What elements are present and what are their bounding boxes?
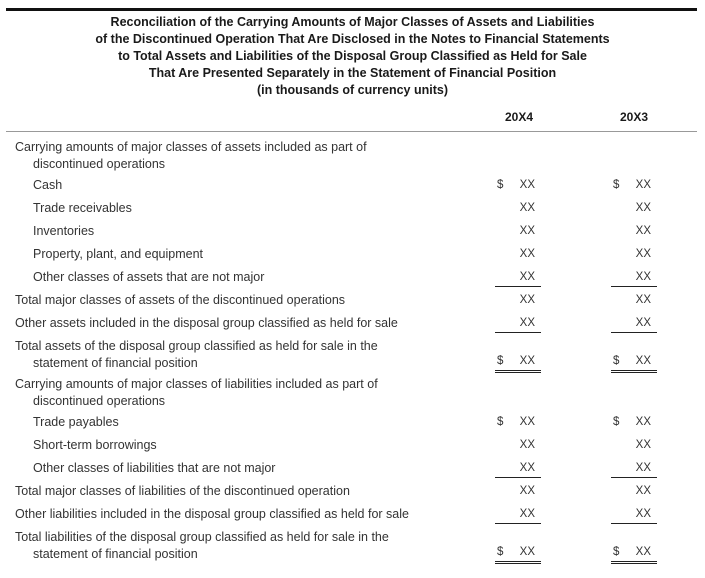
amount-value: XX — [635, 508, 651, 520]
table-row — [0, 434, 705, 457]
table-row — [0, 220, 705, 243]
currency-symbol: $ — [613, 546, 620, 558]
amount-20x4 — [495, 315, 541, 333]
amount-value: XX — [519, 294, 535, 306]
row-label-line: Total major classes of liabilities of the discontinued operation — [15, 484, 350, 498]
title-line: Reconciliation of the Carrying Amounts of Major Classes of Assets and Liabilities — [110, 15, 595, 29]
row-label-line: Short-term borrowings — [33, 438, 157, 452]
title-line: That Are Presented Separately in the Statement of Financial Position — [148, 66, 557, 80]
table-row — [0, 312, 705, 335]
amount-value: XX — [635, 317, 651, 329]
table-row — [0, 174, 705, 197]
table-row — [0, 526, 705, 564]
row-label-line: statement of financial position — [33, 356, 198, 370]
amount-value: XX — [519, 225, 535, 237]
row-label-line: Total liabilities of the disposal group classified as held for sale in the — [15, 530, 389, 544]
table-body — [0, 136, 705, 564]
top-rule — [6, 8, 697, 11]
amount-20x3 — [611, 223, 657, 240]
amount-20x3 — [611, 292, 657, 309]
table-row — [0, 503, 705, 526]
row-label-line: Trade receivables — [33, 201, 132, 215]
row-label-line: Property, plant, and equipment — [33, 247, 204, 261]
amount-value: XX — [519, 179, 535, 191]
row-label — [33, 246, 490, 263]
amount-20x3 — [611, 506, 657, 524]
row-label — [15, 376, 490, 410]
amount-value: XX — [519, 355, 535, 367]
amount-value: XX — [635, 355, 651, 367]
row-label-line: Cash — [33, 178, 63, 192]
row-label-line: Other classes of liabilities that are not major — [33, 461, 276, 475]
amount-value: XX — [519, 317, 535, 329]
row-label — [15, 483, 490, 500]
amount-20x3 — [611, 437, 657, 454]
currency-symbol: $ — [497, 179, 504, 191]
row-label-line: Carrying amounts of major classes of liabilities included as part of — [15, 377, 378, 391]
amount-20x4 — [495, 437, 541, 454]
amount-value: XX — [519, 202, 535, 214]
amount-20x3 — [611, 200, 657, 217]
table-row — [0, 243, 705, 266]
amount-value: XX — [635, 202, 651, 214]
title-line: to Total Assets and Liabilities of the Disposal Group Classified as Held for Sale — [118, 49, 587, 63]
amount-value: XX — [519, 248, 535, 260]
row-label — [15, 315, 490, 332]
table-row — [0, 335, 705, 373]
amount-value: XX — [635, 294, 651, 306]
table-row — [0, 411, 705, 434]
amount-value: XX — [519, 508, 535, 520]
row-label — [15, 529, 490, 563]
currency-symbol: $ — [497, 355, 504, 367]
amount-20x3 — [611, 460, 657, 478]
row-label-line: Other liabilities included in the disposal group classified as held for sale — [15, 507, 409, 521]
amount-20x3 — [611, 414, 657, 431]
row-label-line: statement of financial position — [33, 547, 198, 561]
row-label — [15, 292, 490, 309]
row-label — [33, 437, 490, 454]
table-row — [0, 289, 705, 312]
amount-value: XX — [519, 485, 535, 497]
row-label — [33, 414, 490, 431]
row-label — [15, 338, 490, 372]
row-label — [33, 269, 490, 286]
amount-value: XX — [635, 248, 651, 260]
currency-symbol: $ — [613, 355, 620, 367]
amount-value: XX — [519, 546, 535, 558]
amount-value: XX — [635, 225, 651, 237]
row-label-line: Other assets included in the disposal group classified as held for sale — [15, 316, 398, 330]
amount-20x3 — [611, 315, 657, 333]
amount-value: XX — [519, 271, 535, 283]
amount-20x4 — [495, 200, 541, 217]
amount-20x4 — [495, 177, 541, 194]
row-label-line: Trade payables — [33, 415, 119, 429]
currency-symbol: $ — [613, 179, 620, 191]
amount-20x3 — [611, 246, 657, 263]
amount-value: XX — [519, 462, 535, 474]
table-row — [0, 373, 705, 411]
amount-20x4 — [495, 414, 541, 431]
column-header-20x4: 20X4 — [505, 110, 534, 124]
row-label — [33, 177, 490, 194]
amount-value: XX — [519, 416, 535, 428]
column-header-20x3: 20X3 — [620, 110, 649, 124]
row-label — [15, 139, 490, 173]
currency-symbol: $ — [497, 546, 504, 558]
amount-20x4 — [495, 460, 541, 478]
currency-symbol: $ — [497, 416, 504, 428]
row-label-line: Other classes of assets that are not major — [33, 270, 265, 284]
row-label — [33, 460, 490, 477]
amount-20x3 — [611, 544, 657, 564]
amount-20x3 — [611, 269, 657, 287]
amount-value: XX — [635, 179, 651, 191]
title-line: of the Discontinued Operation That Are Disclosed in the Notes to Financial Statements — [95, 32, 610, 46]
amount-20x3 — [611, 483, 657, 500]
amount-value: XX — [635, 546, 651, 558]
row-label — [33, 200, 490, 217]
amount-20x4 — [495, 506, 541, 524]
row-label-line: Inventories — [33, 224, 95, 238]
amount-20x4 — [495, 353, 541, 373]
amount-value: XX — [635, 271, 651, 283]
amount-20x3 — [611, 177, 657, 194]
row-label — [33, 223, 490, 240]
amount-value: XX — [635, 439, 651, 451]
row-label-line: discontinued operations — [33, 157, 166, 171]
amount-20x4 — [495, 483, 541, 500]
amount-value: XX — [635, 485, 651, 497]
row-label-line: discontinued operations — [33, 394, 166, 408]
amount-20x3 — [611, 353, 657, 373]
table-row — [0, 197, 705, 220]
row-label — [15, 506, 490, 523]
table-title — [0, 14, 705, 99]
title-line: (in thousands of currency units) — [257, 83, 448, 97]
table-row — [0, 136, 705, 174]
amount-value: XX — [635, 462, 651, 474]
amount-value: XX — [635, 416, 651, 428]
amount-20x4 — [495, 246, 541, 263]
currency-symbol: $ — [613, 416, 620, 428]
row-label-line: Total assets of the disposal group classified as held for sale in the — [15, 339, 378, 353]
amount-20x4 — [495, 292, 541, 309]
table-row — [0, 480, 705, 503]
table-row — [0, 457, 705, 480]
amount-20x4 — [495, 544, 541, 564]
table-row — [0, 266, 705, 289]
amount-20x4 — [495, 223, 541, 240]
amount-value: XX — [519, 439, 535, 451]
amount-20x4 — [495, 269, 541, 287]
row-label-line: Total major classes of assets of the discontinued operations — [15, 293, 346, 307]
row-label-line: Carrying amounts of major classes of assets included as part of — [15, 140, 367, 154]
header-rule — [6, 131, 697, 132]
